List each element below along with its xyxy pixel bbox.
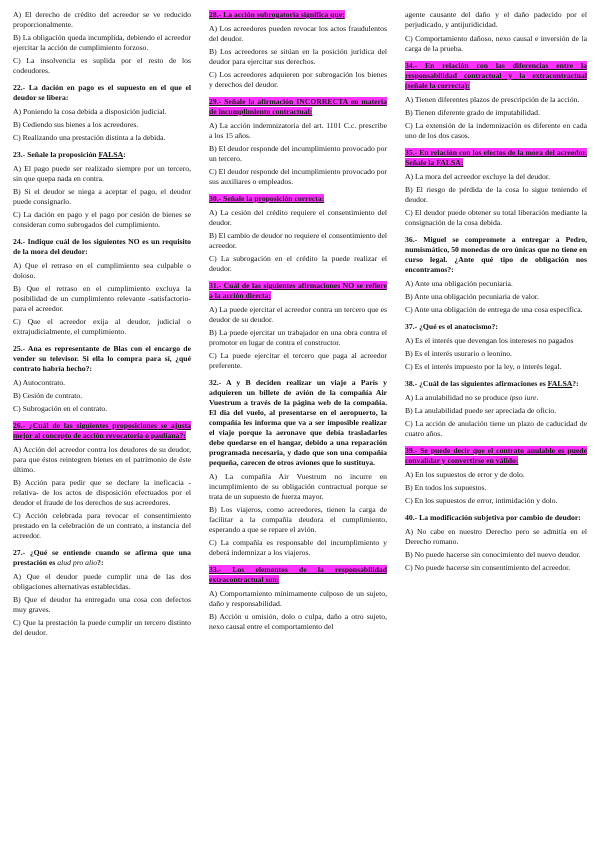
option-a: A) Ante una obligación pecuniaria.	[405, 279, 513, 288]
question-title	[405, 446, 587, 466]
option-a: A) La cesión del crédito requiere el consentimiento del deudor.	[209, 208, 387, 227]
question-title: 24.- Indique cuál de los siguientes NO es un requisito de la mora del deudor:	[13, 237, 191, 256]
highlighted-title: 30.- Señale la proposición correcta:	[209, 194, 325, 203]
title-text-end: ?:	[572, 379, 579, 388]
option-b: B) Que el retraso en el cumplimiento excluya la posibilidad de un cumplimiento relevante -satisfactorio- para el acreedor.	[13, 284, 191, 313]
question-36	[405, 235, 587, 315]
option-c: C) La compañía es responsable del incumplimiento y deberá indemnizar a los viajeros.	[209, 538, 387, 557]
option-a: A) El derecho de crédito del acreedor se ve reducido proporcionalmente.	[13, 10, 191, 29]
title-text-end: en materia de incumplimiento contractual:	[209, 97, 387, 116]
option-a: A) La puede ejercitar el acreedor contra un tercero que es deudor de su deudor.	[209, 305, 387, 324]
option-b: B) La anulabilidad puede ser apreciada de oficio.	[405, 406, 557, 415]
option-b: B) Ante una obligación pecuniaria de valor.	[405, 292, 539, 301]
option-c: C) En los supuestos de error, intimidación y dolo.	[405, 496, 558, 505]
option-c: C) La acción de anulación tiene un plazo de caducidad de cuatro años.	[405, 419, 587, 438]
question-39	[405, 446, 587, 506]
option-c: C) Acción celebrada para revocar el consentimiento prestado en la celebración de un contrato, a instancia del acreedor.	[13, 511, 191, 540]
question-29	[209, 97, 387, 187]
option-b: B) El cambio de deudor no requiere el consentimiento del acreedor.	[209, 231, 387, 250]
question-title	[405, 148, 587, 168]
option-a: A) La acción indemnizatoria del art. 1101 C.c. prescribe a los 15 años.	[209, 121, 387, 140]
highlighted-title: 28.- La acción subrogatoria significa que:	[209, 10, 345, 19]
question-title	[405, 61, 587, 91]
title-emphasis: FALSA	[547, 379, 573, 388]
title-text-end: :	[123, 150, 126, 159]
question-27	[13, 548, 191, 638]
question-28	[209, 10, 387, 90]
question-title	[13, 548, 191, 568]
latin-term: ipso iure	[509, 393, 537, 402]
title-emphasis: FALSA	[436, 158, 461, 167]
question-35	[405, 148, 587, 228]
question-37	[405, 322, 587, 372]
highlighted-title: 39.- Se puede decir que el contrato anulable es puede convalidar y convertirse en válido:	[405, 446, 587, 465]
option-a: A) Autocontrato.	[13, 378, 66, 387]
column-1	[13, 10, 191, 645]
option-c: C) No puede hacerse sin consentimiento del acreedor.	[405, 563, 571, 572]
option-b: B) Es el interés usurario o leonino.	[405, 349, 512, 358]
continued-question-33	[405, 10, 587, 54]
option-text-end: .	[536, 393, 539, 402]
option-c: C) Los acreedores adquieren por subrogación los bienes y derechos del deudor.	[209, 70, 387, 89]
option-b-continued: agente causante del daño y el daño padecido por el perjudicado, y antijuridicidad.	[405, 10, 587, 29]
highlighted-title: 33.- Los elementos de la responsabilidad extracontractual son:	[209, 565, 387, 584]
option-a: A) La mora del acreedor excluye la del deudor.	[405, 172, 550, 181]
option-b: B) Si el deudor se niega a aceptar el pago, el deudor puede consignarlo.	[13, 187, 191, 206]
option-c: C) El deudor puede obtener su total liberación mediante la consignación de la cosa debida.	[405, 208, 587, 227]
question-34	[405, 61, 587, 141]
question-40	[405, 513, 587, 573]
question-33	[209, 565, 387, 632]
option-b: B) En todos los supuestos.	[405, 483, 487, 492]
option-a: A) En los supuestos de error y de dolo.	[405, 470, 525, 479]
question-22	[13, 83, 191, 143]
title-text-end: ?:	[97, 558, 104, 567]
option-a: A) Los acreedores pueden revocar los actos fraudulentos del deudor.	[209, 24, 387, 43]
option-a: A) La compañía Air Vuestrum no incurre en incumplimiento de su obligación contractual porque se trata de un supuesto de fuerza mayor.	[209, 472, 387, 501]
option-c: C) Es el interés impuesto por la ley, o interés legal.	[405, 362, 562, 371]
option-a	[405, 393, 587, 403]
question-title: 32.- A y B deciden realizar un viaje a París y adquieren un billete de avión de la compañía Air Vuestrum a través de la página web de la compañía. El día del vuelo, al presentarse en el aeropuerto, la compañía les informa que va a ser imposible realizar el viaje porque la aeronave que debía trasladarles debe quedarse en el hangar, debido a una reparación programada necesaria, y dado que son una compañía pequeña, carecen de otros aviones que lo sustituya.	[209, 378, 387, 467]
option-c: C) La dación en pago y el pago por cesión de bienes se consideran como subrogados del cumplimiento.	[13, 210, 191, 229]
question-title: 37.- ¿Qué es el anatocismo?:	[405, 322, 498, 331]
option-a: A) Que el deudor puede cumplir una de las dos obligaciones alternativas establecidas.	[13, 572, 191, 591]
question-31	[209, 281, 387, 371]
option-c: C) Realizando una prestación distinta a la debida.	[13, 133, 166, 142]
column-3	[405, 10, 587, 580]
option-b: B) Que el deudor ha entregado una cosa con defectos muy graves.	[13, 595, 191, 614]
title-emphasis: FALSA	[98, 150, 124, 159]
title-text: 23.- Señale la proposición	[13, 150, 99, 159]
highlighted-title: 31.- Cuál de las siguientes afirmaciones NO se refiere a la acción directa:	[209, 281, 387, 300]
question-title	[209, 97, 387, 117]
title-latin-term: alud pro alio	[57, 558, 98, 567]
option-b: B) El riesgo de pérdida de la cosa lo sigue teniendo el deudor.	[405, 185, 587, 204]
option-a: A) Acción del acreedor contra los deudores de su deudor, para que éstos reintegren bienes en el patrimonio de éste último.	[13, 445, 191, 474]
option-b: B) La puede ejercitar un trabajador en una obra contra el promotor en lugar de contra el constructor.	[209, 328, 387, 347]
option-c: C) Ante una obligación de entrega de una cosa específica.	[405, 305, 583, 314]
column-2	[209, 10, 387, 639]
question-32	[209, 378, 387, 558]
question-title	[209, 565, 387, 585]
option-b: B) Cediendo sus bienes a los acreedores.	[13, 120, 139, 129]
question-title	[13, 150, 191, 160]
title-text: 38.- ¿Cuál de las siguientes afirmaciones es	[405, 379, 548, 388]
option-b: B) No puede hacerse sin conocimiento del nuevo deudor.	[405, 550, 581, 559]
option-b: B) Los acreedores se sitúan en la posición jurídica del deudor para ejercitar sus derechos.	[209, 47, 387, 66]
question-title: 40.- La modificación subjetiva por cambio de deudor:	[405, 513, 581, 522]
option-b: B) Acción para pedir que se declare la ineficacia -relativa- de los actos de disposición efectuados por el deudor el fraude de los derechos de sus acreedores.	[13, 478, 191, 507]
question-title: 36.- Miguel se compromete a entregar a Pedro, numismático, 50 monedas de oro únicas que no tiene en curso legal. ¿Ante qué tipo de obligación nos encontramos?:	[405, 235, 587, 274]
option-a: A) Es el interés que devengan los intereses no pagados	[405, 336, 574, 345]
option-b: B) Tienen diferente grado de imputabilidad.	[405, 108, 540, 117]
option-a: A) Comportamiento mínimamente culposo de un sujeto, daño y responsabilidad.	[209, 589, 387, 608]
question-25	[13, 344, 191, 414]
question-24	[13, 237, 191, 337]
option-b: B) La obligación queda incumplida, debiendo el acreedor ejercitar la acción de cumplimiento forzoso.	[13, 33, 191, 52]
continued-question	[13, 10, 191, 76]
option-c: C) Subrogación en el contrato.	[13, 404, 108, 413]
highlighted-title	[405, 148, 587, 167]
question-title: 25.- Ana es representante de Blas con el encargo de vender su televisor. Si ella lo compra para sí, ¿qué contrato habría hecho?:	[13, 344, 191, 373]
question-38	[405, 379, 587, 439]
question-title: 22.- La dación en pago es el supuesto en el que el deudor se libera:	[13, 83, 191, 102]
question-title	[405, 379, 587, 389]
question-26	[13, 421, 191, 541]
title-text: 27.- ¿Qué se entiende cuando se afirma que una prestación es	[13, 548, 191, 567]
title-emphasis: INCORRECTA	[296, 97, 348, 106]
question-title	[209, 194, 387, 204]
option-c: C) La insolvencia es suplida por el resto de los codeudores.	[13, 56, 191, 75]
option-b: B) El deudor responde del incumplimiento provocado por un tercero.	[209, 144, 387, 163]
option-c: C) La extensión de la indemnización es diferente en cada uno de los dos casos.	[405, 121, 587, 140]
option-a: A) No cabe en nuestro Derecho pero se admitía en el Derecho romano.	[405, 527, 587, 546]
option-a: A) Que el retraso en el cumplimiento sea culpable o doloso.	[13, 261, 191, 280]
highlighted-title: 26.- ¿Cuál de las siguientes proposiciones se ajusta mejor al concepto de acción revocatoria o pauliana?:	[13, 421, 191, 440]
option-c: C) Que el acreedor exija al deudor, judicial o extrajudicialmente, el cumplimiento.	[13, 317, 191, 336]
title-text: 35.- En relación con los efectos de la mora del acreedor. Señale la	[405, 148, 587, 167]
option-c: C) El deudor responde del incumplimiento provocado por sus auxiliares o empleados.	[209, 167, 387, 186]
option-c: C) La subrogación en el crédito la puede realizar el deudor.	[209, 254, 387, 273]
title-text: 29.- Señale la afirmación	[209, 97, 297, 106]
option-c: C) Comportamiento dañoso, nexo causal e inversión de la carga de la prueba.	[405, 34, 587, 53]
option-b: B) Los viajeros, como acreedores, tienen la carga de facilitar a la compañía deudora el cumplimiento, esperando a que se repare el avión.	[209, 505, 387, 534]
option-text: A) La anulabilidad no se produce	[405, 393, 510, 402]
question-23	[13, 150, 191, 230]
option-b: B) Acción u omisión, dolo o culpa, daño a otro sujeto, nexo causal entre el comportamiento del	[209, 612, 387, 631]
question-title	[13, 421, 191, 441]
question-title	[209, 281, 387, 301]
option-a: A) Poniendo la cosa debida a disposición judicial.	[13, 107, 167, 116]
question-title	[209, 10, 387, 20]
highlighted-title: 34.- En relación con las diferencias entre la responsabilidad contractual y la extracontractual (señale la correcta):	[405, 61, 587, 90]
option-c: C) Que la prestación la puede cumplir un tercero distinto del deudor.	[13, 618, 191, 637]
option-a: A) Tienen diferentes plazos de prescripción de la acción.	[405, 95, 580, 104]
highlighted-title	[209, 97, 387, 116]
option-a: A) El pago puede ser realizado siempre por un tercero, sin que quepa nada en contra.	[13, 164, 191, 183]
title-text-end: :	[460, 158, 464, 167]
option-c: C) La puede ejercitar el tercero que paga al acreedor preferente.	[209, 351, 387, 370]
option-b: B) Cesión de contrato.	[13, 391, 83, 400]
question-30	[209, 194, 387, 274]
